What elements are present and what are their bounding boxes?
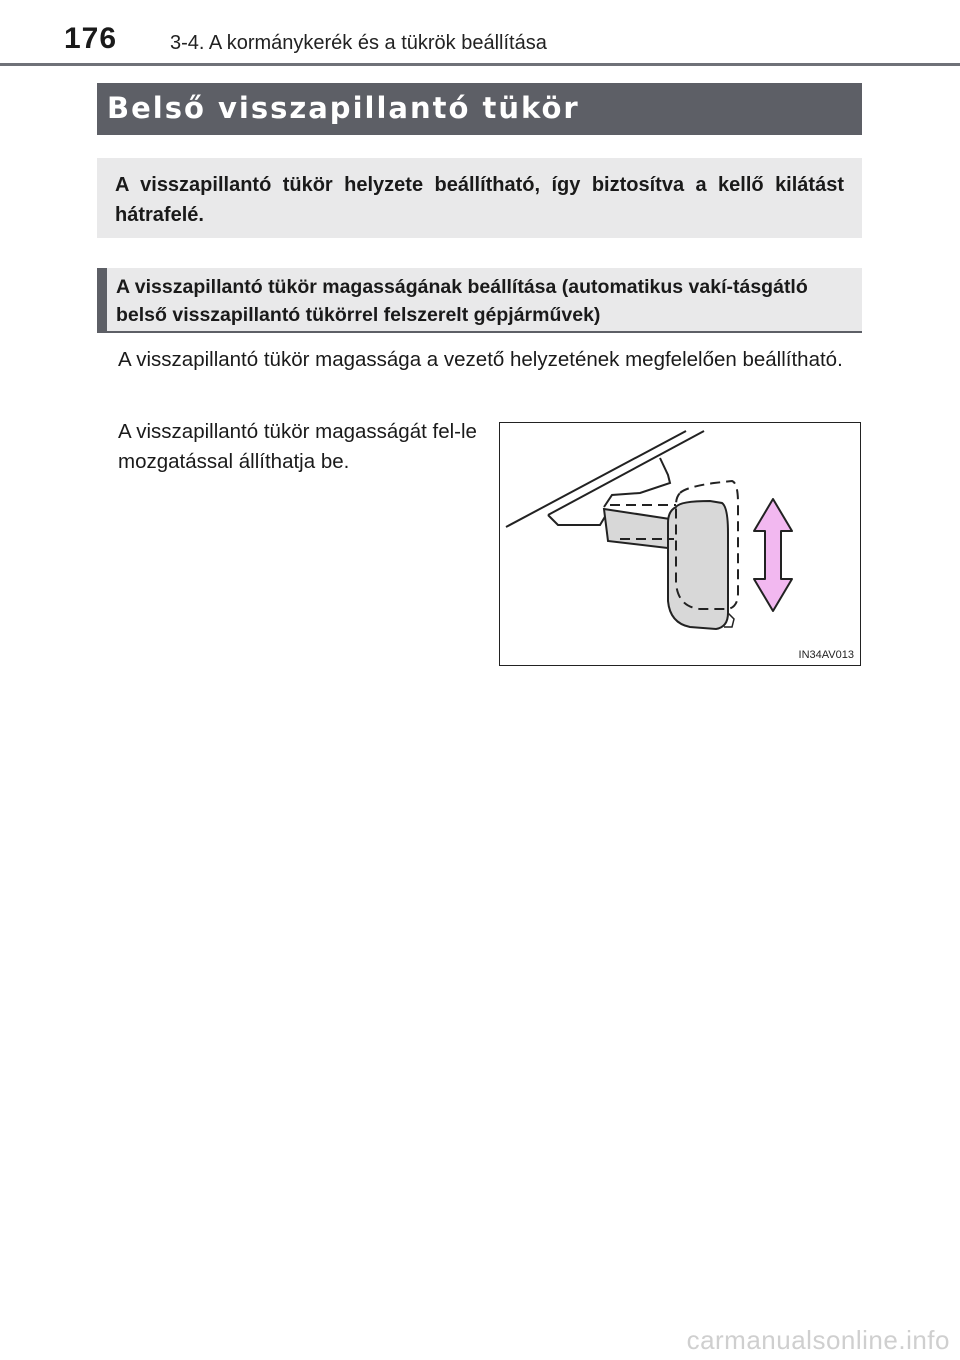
page-number: 176 bbox=[64, 22, 118, 55]
subheading: A visszapillantó tükör magasságának beállítása (automatikus vakí-tásgátló belső visszapillantó tükörrel felszerelt gépjárművek) bbox=[97, 268, 862, 333]
mirror-figure bbox=[499, 422, 861, 666]
paragraph-2: A visszapillantó tükör magasságát fel-le mozgatással állíthatja be. bbox=[118, 420, 477, 473]
header-rule bbox=[0, 63, 960, 66]
page-title: Belső visszapillantó tükör bbox=[97, 83, 862, 135]
section-heading: 3-4. A kormánykerék és a tükrök beállítása bbox=[170, 32, 547, 54]
figure-code: IN34AV013 bbox=[798, 649, 854, 661]
intro-box: A visszapillantó tükör helyzete beállítható, így biztosítva a kellő kilátást hátrafelé. bbox=[97, 158, 862, 238]
watermark: carmanualsonline.info bbox=[686, 1325, 950, 1355]
paragraph-1: A visszapillantó tükör magassága a vezető helyzetének megfelelően beállítható. bbox=[118, 348, 843, 371]
mirror-height-adjustment-illustration bbox=[500, 423, 860, 665]
